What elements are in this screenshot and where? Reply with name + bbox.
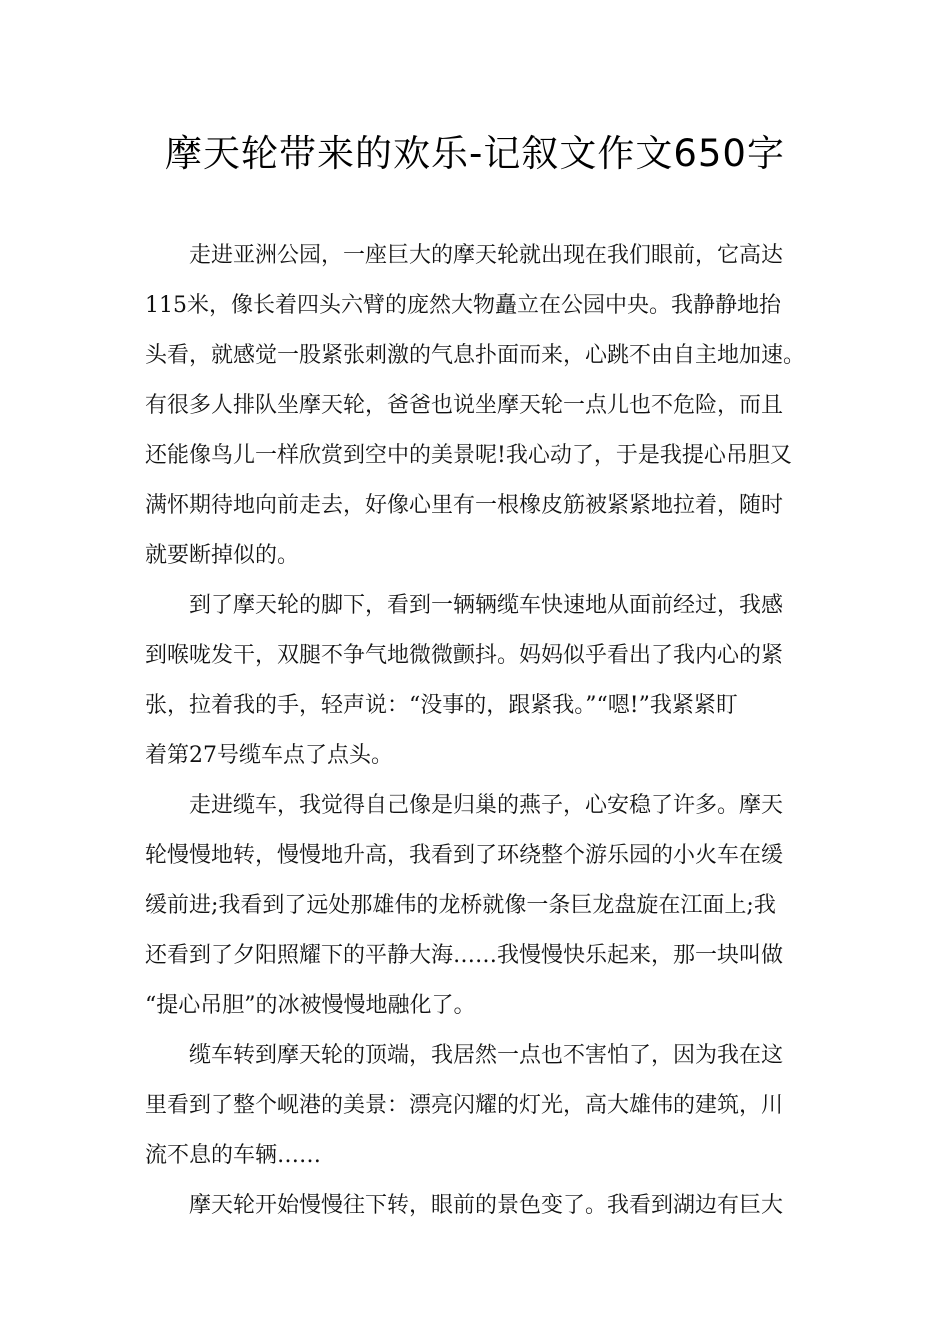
paragraph-line: 还能像鸟儿一样欣赏到空中的美景呢!我心动了，于是我提心吊胆又: [145, 443, 792, 468]
paragraph-line: 流不息的车辆……: [145, 1143, 322, 1168]
paragraph-line: 头看，就感觉一股紧张刺激的气息扑面而来，心跳不由自主地加速。: [145, 343, 806, 368]
paragraph-line: 115米，像长着四头六臂的庞然大物矗立在公园中央。我静静地抬: [145, 293, 781, 318]
paragraph-line: 里看到了整个岘港的美景：漂亮闪耀的灯光，高大雄伟的建筑，川: [145, 1093, 784, 1118]
paragraph-3: [145, 781, 805, 1031]
paragraph-line: 到喉咙发干，双腿不争气地微微颤抖。妈妈似乎看出了我内心的紧: [145, 643, 784, 668]
paragraph-line: 张，拉着我的手，轻声说：“没事的，跟紧我。”“嗯!”我紧紧盯: [145, 693, 738, 718]
paragraph-line: 走进亚洲公园，一座巨大的摩天轮就出现在我们眼前，它高达: [189, 243, 784, 268]
paragraph-line: 到了摩天轮的脚下，看到一辆辆缆车快速地从面前经过，我感: [189, 593, 784, 618]
paragraph-line: 摩天轮开始慢慢往下转，眼前的景色变了。我看到湖边有巨大: [189, 1193, 784, 1218]
paragraph-line: “提心吊胆”的冰被慢慢地融化了。: [145, 993, 476, 1018]
paragraph-4: [145, 1031, 805, 1181]
paragraph-line: 走进缆车，我觉得自己像是归巢的燕子，心安稳了许多。摩天: [189, 793, 784, 818]
paragraph-line: 缓前进;我看到了远处那雄伟的龙桥就像一条巨龙盘旋在江面上;我: [145, 893, 776, 918]
paragraph-line: 缆车转到摩天轮的顶端，我居然一点也不害怕了，因为我在这: [189, 1043, 784, 1068]
paragraph-5: [145, 1181, 805, 1231]
paragraph-2: [145, 581, 805, 781]
document-title: 摩天轮带来的欢乐-记叙文作文650字: [165, 132, 785, 175]
document-body: [145, 231, 805, 1231]
paragraph-line: 就要断掉似的。: [145, 543, 300, 568]
paragraph-line: 着第27号缆车点了点头。: [145, 743, 393, 768]
paragraph-1: [145, 231, 805, 581]
paragraph-line: 满怀期待地向前走去，好像心里有一根橡皮筋被紧紧地拉着，随时: [145, 493, 784, 518]
paragraph-line: 有很多人排队坐摩天轮，爸爸也说坐摩天轮一点儿也不危险，而且: [145, 393, 784, 418]
paragraph-line: 轮慢慢地转，慢慢地升高，我看到了环绕整个游乐园的小火车在缓: [145, 843, 784, 868]
paragraph-line: 还看到了夕阳照耀下的平静大海……我慢慢快乐起来，那一块叫做: [145, 943, 784, 968]
